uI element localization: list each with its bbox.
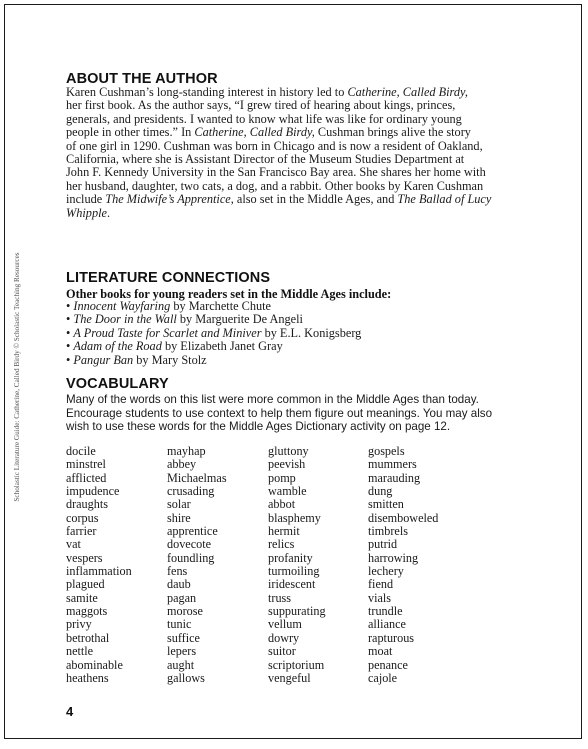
paragraph-text: people in other times.” In <box>66 125 195 140</box>
vocabulary-word: penance <box>368 657 408 672</box>
book-title: Pangur Ban <box>73 352 134 367</box>
paragraph-line <box>66 138 483 153</box>
paragraph-line <box>66 165 486 180</box>
vocabulary-intro <box>66 393 493 434</box>
paragraph-line <box>66 178 484 193</box>
paragraph-line <box>66 192 492 207</box>
paragraph-text: John F. Kennedy University in the San Francisco Bay area. She shares her home with <box>66 165 486 180</box>
vocabulary-word: profanity <box>268 550 313 565</box>
book-list-item <box>66 300 361 313</box>
vocabulary-word: vat <box>66 537 81 552</box>
vocabulary-word: foundling <box>167 550 215 565</box>
vocabulary-word: peevish <box>268 457 306 472</box>
book-title-text: Catherine, Called Birdy, <box>194 125 315 140</box>
book-author: by Marguerite De Angeli <box>179 312 303 327</box>
paragraph-text: . <box>106 205 111 220</box>
book-title-text: The Ballad of Lucy <box>397 192 492 207</box>
vocabulary-word: blasphemy <box>268 510 321 525</box>
vocabulary-word: nettle <box>66 644 94 659</box>
vocabulary-intro-line: Many of the words on this list were more common in the Middle Ages than today. <box>66 393 479 406</box>
vocabulary-word: daub <box>167 577 191 592</box>
literature-connections-heading: LITERATURE CONNECTIONS <box>66 270 271 286</box>
book-title-text: Catherine, Called Birdy, <box>347 85 468 99</box>
book-title-text: Whipple <box>66 205 107 220</box>
vocabulary-word: solar <box>167 497 191 512</box>
paragraph-text: California, where she is Assistant Director of the Museum Studies Department at <box>66 152 465 167</box>
vocabulary-word: abbot <box>268 497 296 512</box>
vocabulary-word: betrothal <box>66 630 110 645</box>
book-title: Innocent Wayfaring <box>73 299 171 313</box>
vocabulary-word: vellum <box>268 617 302 632</box>
vocabulary-word: samite <box>66 590 98 605</box>
vocabulary-intro-line: Encourage students to use context to help them figure out meanings. You may also <box>66 406 493 420</box>
vocabulary-word: maggots <box>66 604 108 619</box>
vocabulary-word: vials <box>368 590 392 605</box>
vocabulary-word: truss <box>268 590 292 605</box>
vocabulary-word: turmoiling <box>268 564 320 579</box>
vocabulary-word: apprentice <box>167 524 218 539</box>
vocabulary-word: dung <box>368 484 393 499</box>
vocabulary-word: suppurating <box>268 604 326 619</box>
paragraph-text: Cushman brings alive the story <box>314 125 471 140</box>
vocabulary-word: tunic <box>167 617 192 632</box>
bullet: • <box>66 312 71 327</box>
vocabulary-word: marauding <box>368 470 421 485</box>
bullet: • <box>66 352 71 367</box>
paragraph-text: , also set in the Middle Ages, and <box>230 192 398 207</box>
vocabulary-word: cajole <box>368 670 398 685</box>
vocabulary-word: crusading <box>167 484 215 499</box>
paragraph-line <box>66 125 471 140</box>
paragraph-line <box>66 152 465 167</box>
paragraph-line <box>66 113 461 126</box>
paragraph-text: her first book. As the author says, “I grew tired of hearing about kings, princes, <box>66 98 456 113</box>
vocabulary-word: mummers <box>368 457 417 472</box>
vocabulary-word: suffice <box>167 630 200 645</box>
vocabulary-word: abominable <box>66 657 123 672</box>
vocabulary-word: dowry <box>268 630 300 645</box>
vocabulary-word: morose <box>167 604 203 619</box>
book-author: by Marchette Chute <box>173 299 272 313</box>
bullet: • <box>66 339 71 354</box>
about-author-paragraph <box>66 85 492 220</box>
book-author: by E.L. Konigsberg <box>264 325 362 340</box>
vocabulary-heading: VOCABULARY <box>66 376 169 392</box>
book-title: The Door in the Wall <box>73 312 177 327</box>
vocabulary-word: harrowing <box>368 550 419 565</box>
bullet: • <box>66 325 71 340</box>
vocabulary-word: heathens <box>66 670 109 685</box>
vocabulary-word: gallows <box>167 670 205 685</box>
vocabulary-word: smitten <box>368 497 404 512</box>
vocabulary-column <box>268 445 326 685</box>
vocabulary-word: inflammation <box>66 564 132 579</box>
paragraph-text: Karen Cushman’s long-standing interest in history led to <box>66 85 348 99</box>
paragraph-line <box>66 85 468 99</box>
book-title: A Proud Taste for Scarlet and Miniver <box>73 325 262 340</box>
vocabulary-word: moat <box>368 644 393 659</box>
paragraph-line <box>66 99 461 112</box>
vocabulary-word: gospels <box>368 444 405 458</box>
vocabulary-word: alliance <box>368 617 406 632</box>
vocabulary-word: minstrel <box>66 457 106 472</box>
vocabulary-word: relics <box>268 537 295 552</box>
about-author-heading: ABOUT THE AUTHOR <box>66 71 218 87</box>
paragraph-text: generals, and presidents. I wanted to know what life was like for ordinary young <box>66 111 462 126</box>
book-author: by Elizabeth Janet Gray <box>164 339 283 354</box>
vocabulary-column <box>66 445 132 685</box>
vocabulary-word: Michaelmas <box>167 470 227 485</box>
vocabulary-word: vespers <box>66 550 103 565</box>
vocabulary-word: putrid <box>368 537 398 552</box>
vocabulary-word: disemboweled <box>368 510 439 525</box>
vocabulary-word: plagued <box>66 577 105 592</box>
side-credit: Scholastic Literature Guide: Catherine, Called Birdy © Scholastic Teaching Resources <box>13 252 21 502</box>
vocabulary-word: wamble <box>268 484 307 499</box>
vocabulary-word: vengeful <box>268 670 311 685</box>
vocabulary-word: farrier <box>66 524 97 539</box>
vocabulary-word: dovecote <box>167 537 211 552</box>
bullet: • <box>66 299 71 313</box>
paragraph-text: of one girl in 1290. Cushman was born in Chicago and is now a resident of Oakland, <box>66 138 483 153</box>
vocabulary-intro-line: wish to use these words for the Middle Ages Dictionary activity on page 12. <box>66 420 451 434</box>
vocabulary-word: pagan <box>167 590 197 605</box>
book-title: Adam of the Road <box>73 339 162 354</box>
vocabulary-word: trundle <box>368 604 403 619</box>
vocabulary-word: aught <box>167 657 195 672</box>
vocabulary-word: iridescent <box>268 577 316 592</box>
book-list-item <box>66 354 361 367</box>
vocabulary-word: mayhap <box>167 444 206 458</box>
vocabulary-word: privy <box>66 617 92 632</box>
vocabulary-word: pomp <box>268 470 296 485</box>
vocabulary-column <box>167 445 227 685</box>
vocabulary-word: hermit <box>268 524 300 539</box>
vocabulary-word: shire <box>167 510 191 525</box>
vocabulary-word: lepers <box>167 644 197 659</box>
vocabulary-word: corpus <box>66 510 99 525</box>
vocabulary-word: docile <box>66 444 96 458</box>
vocabulary-word: abbey <box>167 457 197 472</box>
paragraph-text: include <box>66 192 106 207</box>
book-list-item <box>66 313 361 326</box>
vocabulary-word: suitor <box>268 644 296 659</box>
literature-connections-intro: Other books for young readers set in the Middle Ages include: <box>66 287 392 301</box>
vocabulary-word: fens <box>167 564 188 579</box>
vocabulary-word: rapturous <box>368 630 415 645</box>
paragraph-line <box>66 207 461 220</box>
vocabulary-word: scriptorium <box>268 657 325 672</box>
paragraph-text: her husband, daughter, two cats, a dog, and a rabbit. Other books by Karen Cushman <box>66 178 484 193</box>
book-list-item <box>66 327 361 340</box>
book-author: by Mary Stolz <box>136 352 207 367</box>
vocabulary-word-grid <box>66 445 486 695</box>
vocabulary-word: afflicted <box>66 470 107 485</box>
vocabulary-column <box>368 445 438 685</box>
book-list-item <box>66 340 361 353</box>
vocabulary-word: timbrels <box>368 524 408 539</box>
vocabulary-word: impudence <box>66 484 120 499</box>
vocabulary-word: draughts <box>66 497 108 512</box>
vocabulary-word: gluttony <box>268 444 309 458</box>
book-title-text: The Midwife’s Apprentice <box>105 192 231 207</box>
document-page <box>4 4 582 739</box>
vocabulary-word: lechery <box>368 564 404 579</box>
book-list <box>66 300 361 367</box>
vocabulary-word: fiend <box>368 577 394 592</box>
page-number: 4 <box>66 704 74 719</box>
